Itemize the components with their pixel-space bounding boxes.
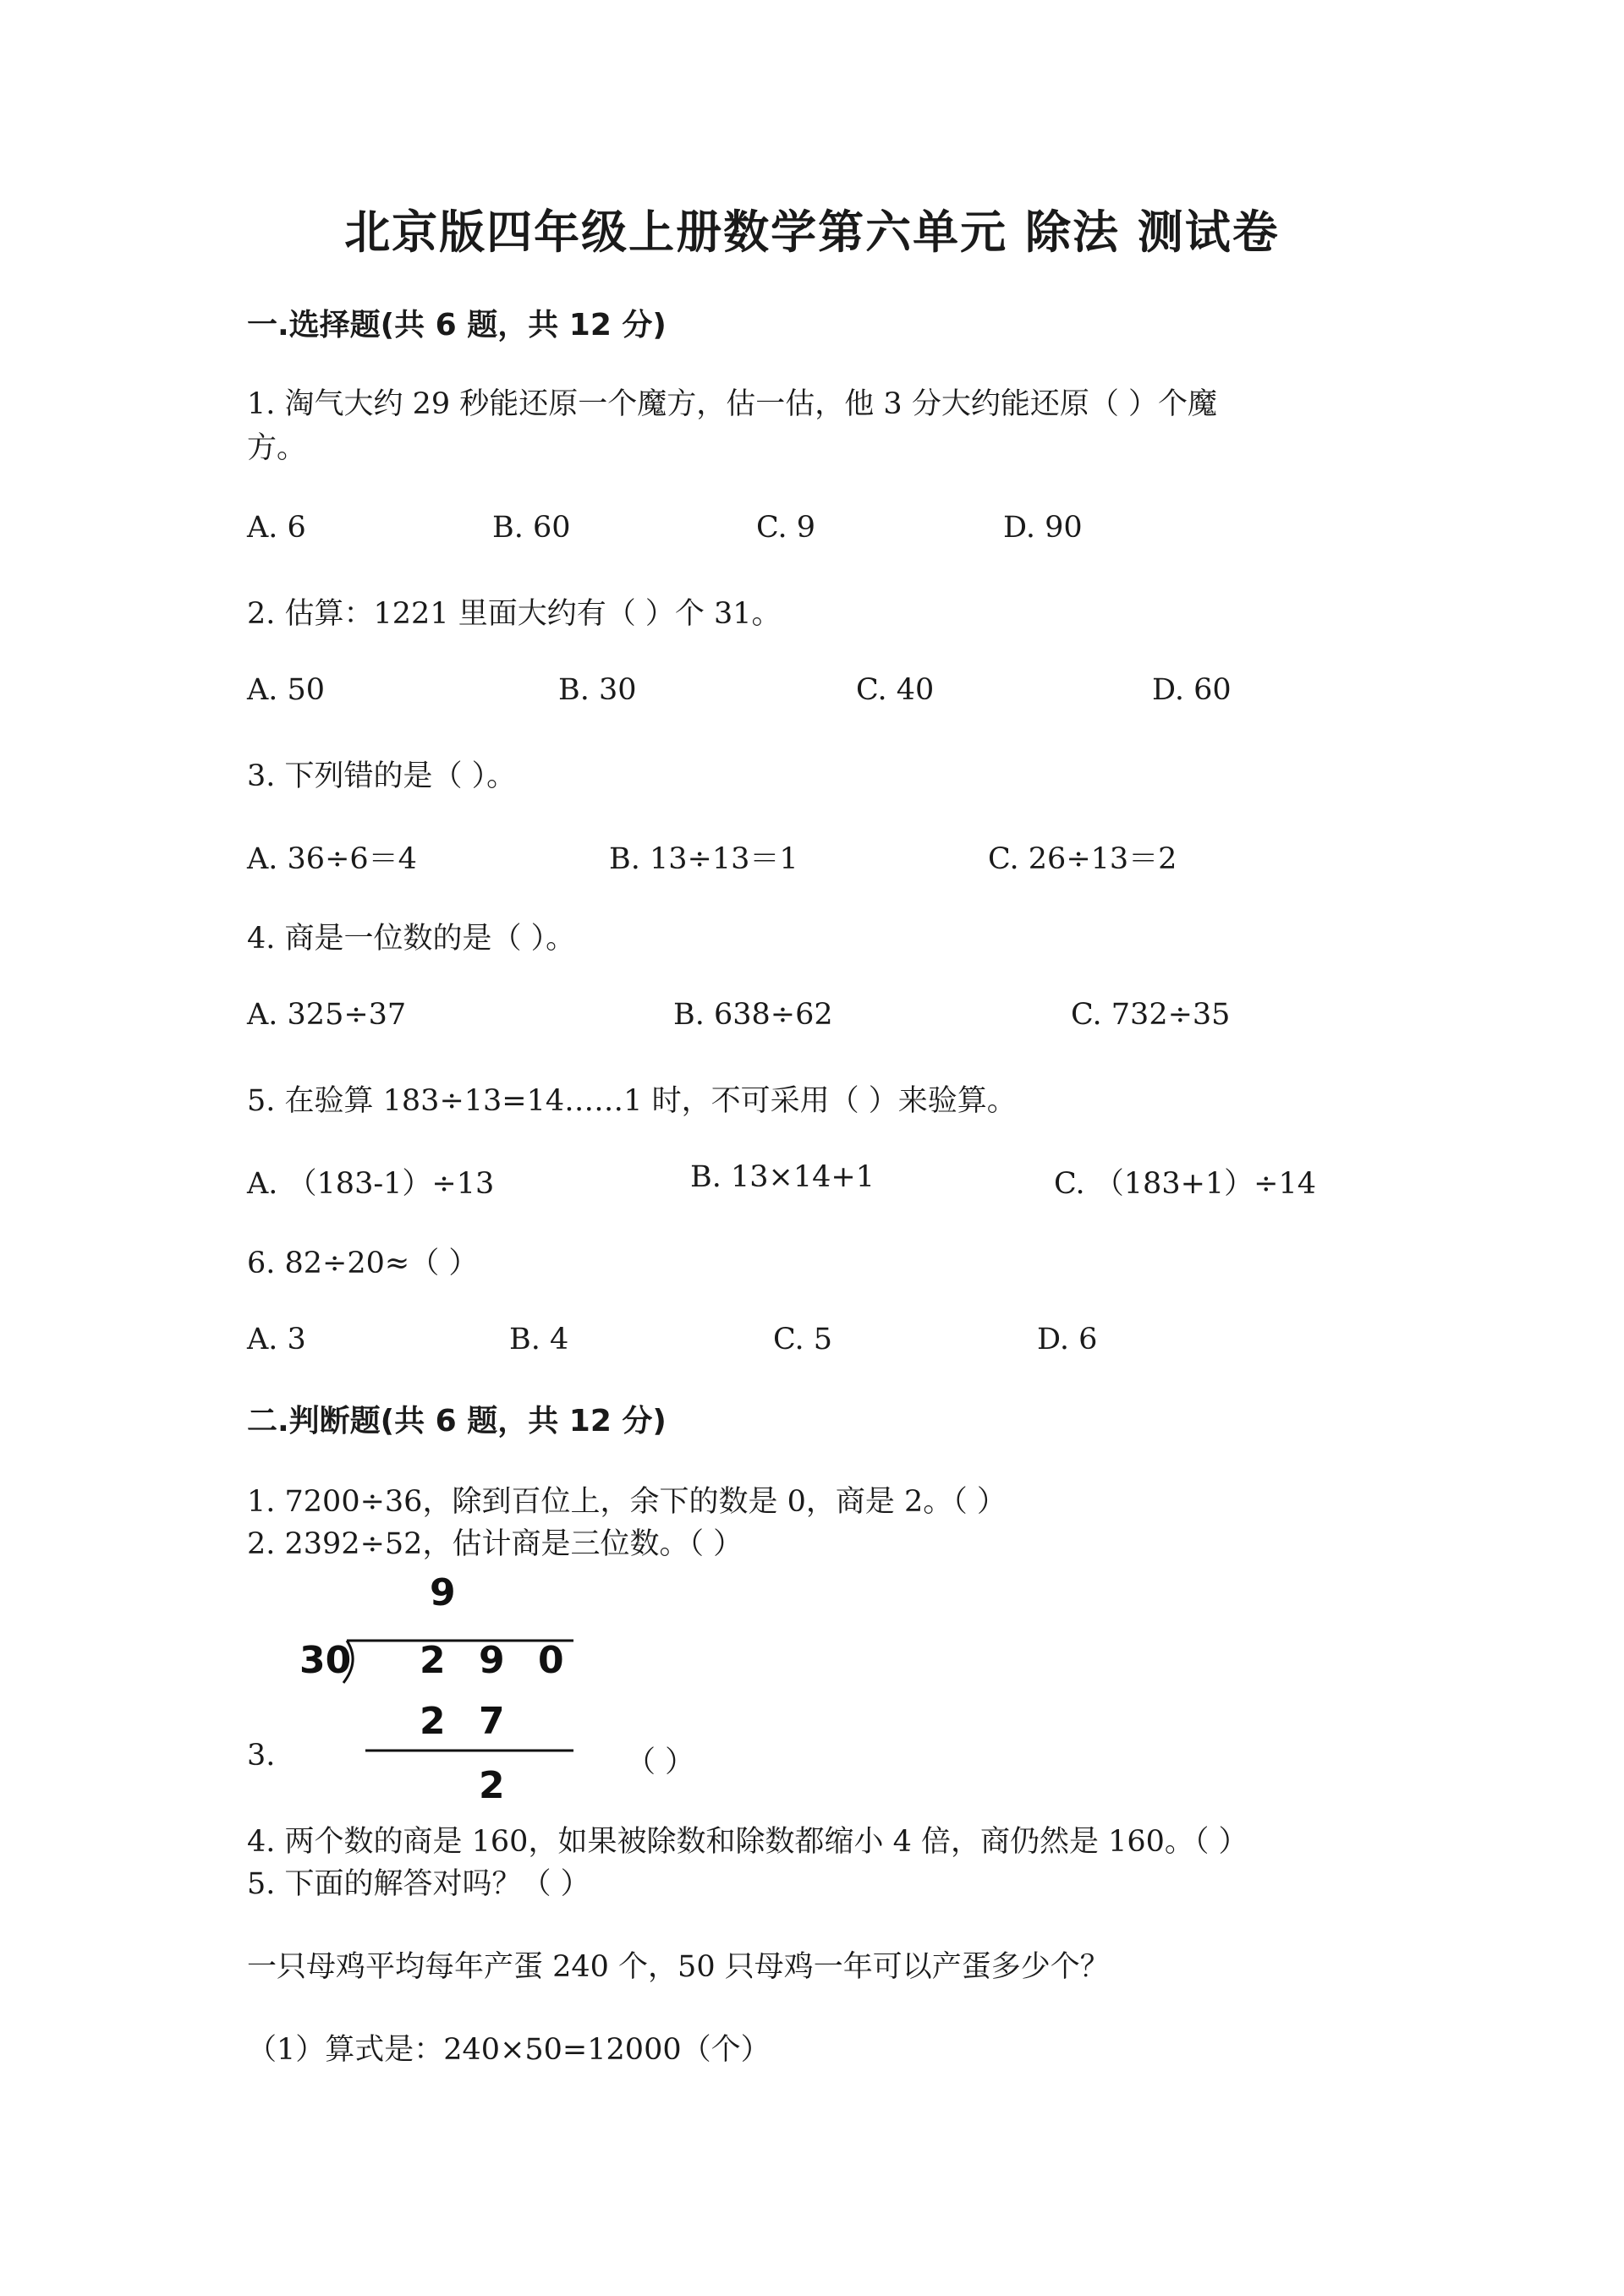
q3-option-b[interactable]: B. 13÷13＝1 — [609, 842, 798, 876]
judgement-5-text: 5. 下面的解答对吗？（ ） — [247, 1867, 590, 1901]
judgement-5-step-1: （1）算式是：240×50=12000（个） — [247, 2033, 771, 2067]
long-division-figure — [288, 1564, 592, 1818]
q6-option-c[interactable]: C. 5 — [773, 1323, 833, 1356]
q3-option-a[interactable]: A. 36÷6＝4 — [247, 842, 417, 876]
question-2-text: 2. 估算：1221 里面大约有（ ）个 31。 — [247, 597, 782, 631]
question-5-text: 5. 在验算 183÷13=14……1 时，不可采用（ ）来验算。 — [247, 1084, 1017, 1118]
section-heading-judgement: 二.判断题(共 6 题，共 12 分) — [247, 1404, 667, 1438]
judgement-3-label: 3. — [247, 1739, 276, 1773]
q4-option-c[interactable]: C. 732÷35 — [1071, 998, 1231, 1032]
question-4-text: 4. 商是一位数的是（ ）。 — [247, 922, 576, 956]
q6-option-d[interactable]: D. 6 — [1037, 1323, 1098, 1356]
judgement-3-answer-paren[interactable]: （ ） — [626, 1745, 695, 1779]
division-product-digit-1: 2 — [420, 1700, 446, 1743]
q4-option-b[interactable]: B. 638÷62 — [673, 998, 833, 1032]
division-dividend-digit-1: 2 — [420, 1639, 446, 1682]
judgement-1-text: 1. 7200÷36，除到百位上，余下的数是 0，商是 2。（ ） — [247, 1485, 1007, 1519]
q2-option-d[interactable]: D. 60 — [1152, 673, 1232, 707]
question-3-text: 3. 下列错的是（ ）。 — [247, 759, 517, 793]
q1-option-a[interactable]: A. 6 — [247, 511, 306, 545]
q2-option-b[interactable]: B. 30 — [558, 673, 637, 707]
division-quotient: 9 — [430, 1571, 456, 1614]
question-1-text: 1. 淘气大约 29 秒能还原一个魔方，估一估，他 3 分大约能还原（ ）个魔 — [247, 387, 1217, 421]
q5-option-c[interactable]: C. （183+1）÷14 — [1054, 1167, 1317, 1201]
judgement-4-text: 4. 两个数的商是 160，如果被除数和除数都缩小 4 倍，商仍然是 160。（ ） — [247, 1825, 1248, 1859]
q6-option-a[interactable]: A. 3 — [247, 1323, 306, 1356]
page-title: 北京版四年级上册数学第六单元 除法 测试卷 — [344, 205, 1280, 259]
q2-option-a[interactable]: A. 50 — [247, 673, 326, 707]
division-divisor: 30 — [299, 1639, 352, 1682]
section-heading-choice: 一.选择题(共 6 题，共 12 分) — [247, 308, 667, 342]
q5-option-b[interactable]: B. 13×14+1 — [690, 1160, 875, 1194]
division-remainder: 2 — [479, 1764, 505, 1807]
q4-option-a[interactable]: A. 325÷37 — [247, 998, 407, 1032]
q2-option-c[interactable]: C. 40 — [856, 673, 935, 707]
division-dividend-digit-3: 0 — [538, 1639, 564, 1682]
q5-option-a[interactable]: A. （183-1）÷13 — [247, 1167, 495, 1201]
division-dividend-digit-2: 9 — [479, 1639, 505, 1682]
q6-option-b[interactable]: B. 4 — [509, 1323, 569, 1356]
q1-option-d[interactable]: D. 90 — [1003, 511, 1083, 545]
q1-option-b[interactable]: B. 60 — [492, 511, 571, 545]
question-1-text-cont: 方。 — [247, 431, 307, 465]
q1-option-c[interactable]: C. 9 — [756, 511, 816, 545]
question-6-text: 6. 82÷20≈（ ） — [247, 1247, 479, 1280]
judgement-2-text: 2. 2392÷52，估计商是三位数。（ ） — [247, 1527, 743, 1561]
q3-option-c[interactable]: C. 26÷13＝2 — [988, 842, 1177, 876]
division-product-digit-2: 7 — [479, 1700, 505, 1743]
judgement-5-problem: 一只母鸡平均每年产蛋 240 个，50 只母鸡一年可以产蛋多少个？ — [247, 1950, 1110, 1984]
